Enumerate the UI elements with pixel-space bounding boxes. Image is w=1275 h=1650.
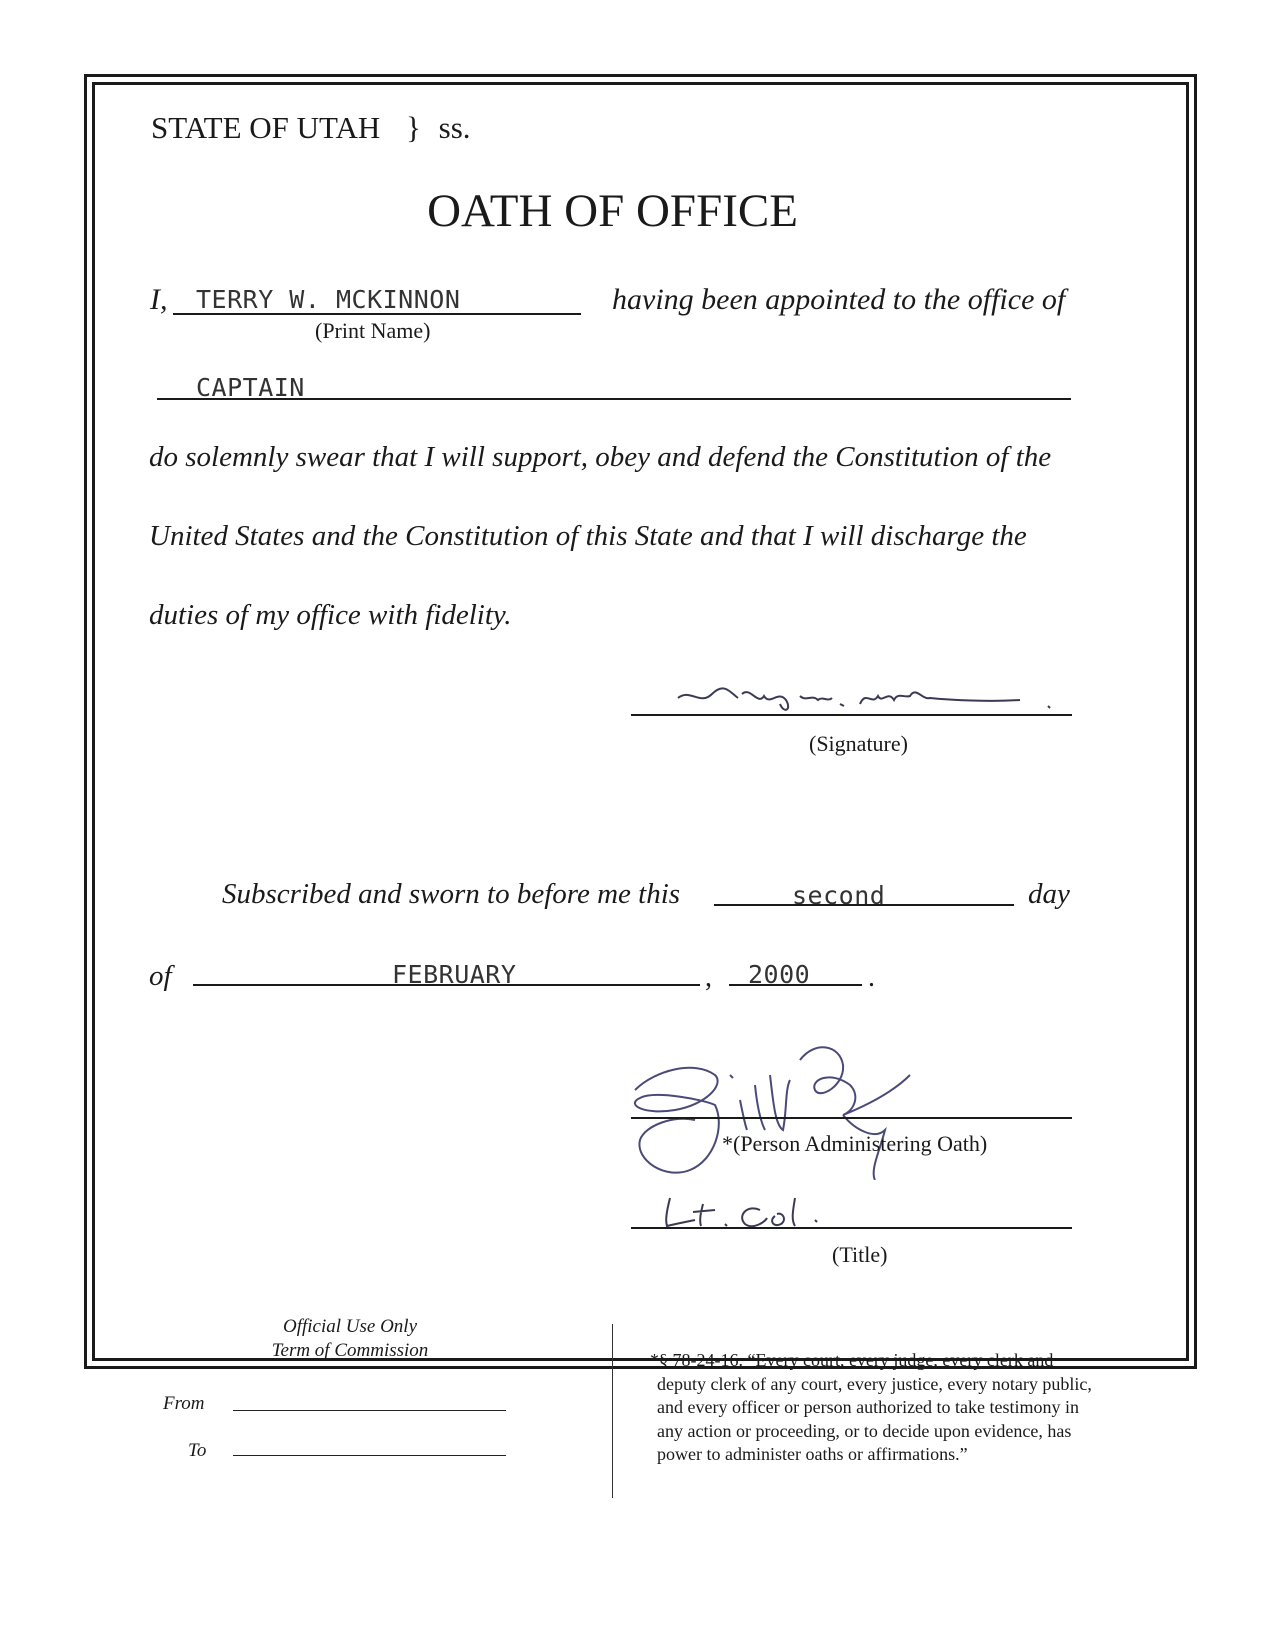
title-label: (Title) xyxy=(832,1242,888,1267)
month-line xyxy=(193,984,700,986)
statute-line-2: deputy clerk of any court, every justice, every notary public, xyxy=(657,1373,1092,1394)
statute-line-4: any action or proceeding, or to decide upon evidence, has xyxy=(657,1420,1072,1441)
oath-body-line-1: do solemnly swear that I will support, obey and defend the Constitution of the xyxy=(149,441,1052,473)
term-of-commission-heading: Term of Commission xyxy=(271,1340,429,1361)
to-label: To xyxy=(188,1440,207,1461)
i-prefix: I, xyxy=(150,283,168,316)
signature-line xyxy=(631,714,1072,716)
oath-body-line-3: duties of my office with fidelity. xyxy=(149,599,512,631)
date-period: . xyxy=(868,962,875,993)
day-value: second xyxy=(792,881,886,910)
statute-line-5: power to administer oaths or affirmations.” xyxy=(657,1444,968,1464)
statute-line-3: and every officer or person authorized to take testimony in xyxy=(657,1397,1080,1417)
administrator-line xyxy=(631,1117,1072,1119)
of-label: of xyxy=(149,960,172,992)
from-line xyxy=(233,1410,506,1411)
title-line xyxy=(631,1227,1072,1229)
oath-body-line-2: United States and the Constitution of this State and that I will discharge the xyxy=(149,520,1027,552)
year-line xyxy=(729,984,862,986)
print-name-label: (Print Name) xyxy=(315,318,431,343)
date-comma: , xyxy=(705,962,712,993)
office-line xyxy=(157,398,1071,400)
sworn-intro: Subscribed and sworn to before me this xyxy=(222,878,681,910)
office-value: CAPTAIN xyxy=(196,373,305,402)
month-value: FEBRUARY xyxy=(392,960,517,989)
day-label: day xyxy=(1028,878,1070,910)
page-title: OATH OF OFFICE xyxy=(427,185,798,237)
signature-label: (Signature) xyxy=(809,731,908,756)
administrator-label: *(Person Administering Oath) xyxy=(722,1131,988,1156)
day-line xyxy=(714,904,1014,906)
to-line xyxy=(233,1455,506,1456)
state-name: STATE OF UTAH xyxy=(151,110,381,145)
from-label: From xyxy=(163,1393,205,1414)
brace: } xyxy=(406,110,421,145)
appointed-text: having been appointed to the office of xyxy=(612,283,1066,316)
administrator-signature xyxy=(615,1030,925,1180)
year-value: 2000 xyxy=(748,960,811,989)
print-name-value: TERRY W. MCKINNON xyxy=(196,285,461,314)
official-use-heading: Official Use Only xyxy=(282,1316,418,1337)
statute-line-1: *§ 78-24-16. “Every court, every judge, every clerk and xyxy=(650,1350,1054,1370)
statute-text xyxy=(650,1349,1092,1467)
footer-divider xyxy=(612,1324,613,1498)
ss-label: ss. xyxy=(438,110,471,145)
handwritten-signature xyxy=(660,676,1060,716)
state-heading xyxy=(151,110,471,146)
